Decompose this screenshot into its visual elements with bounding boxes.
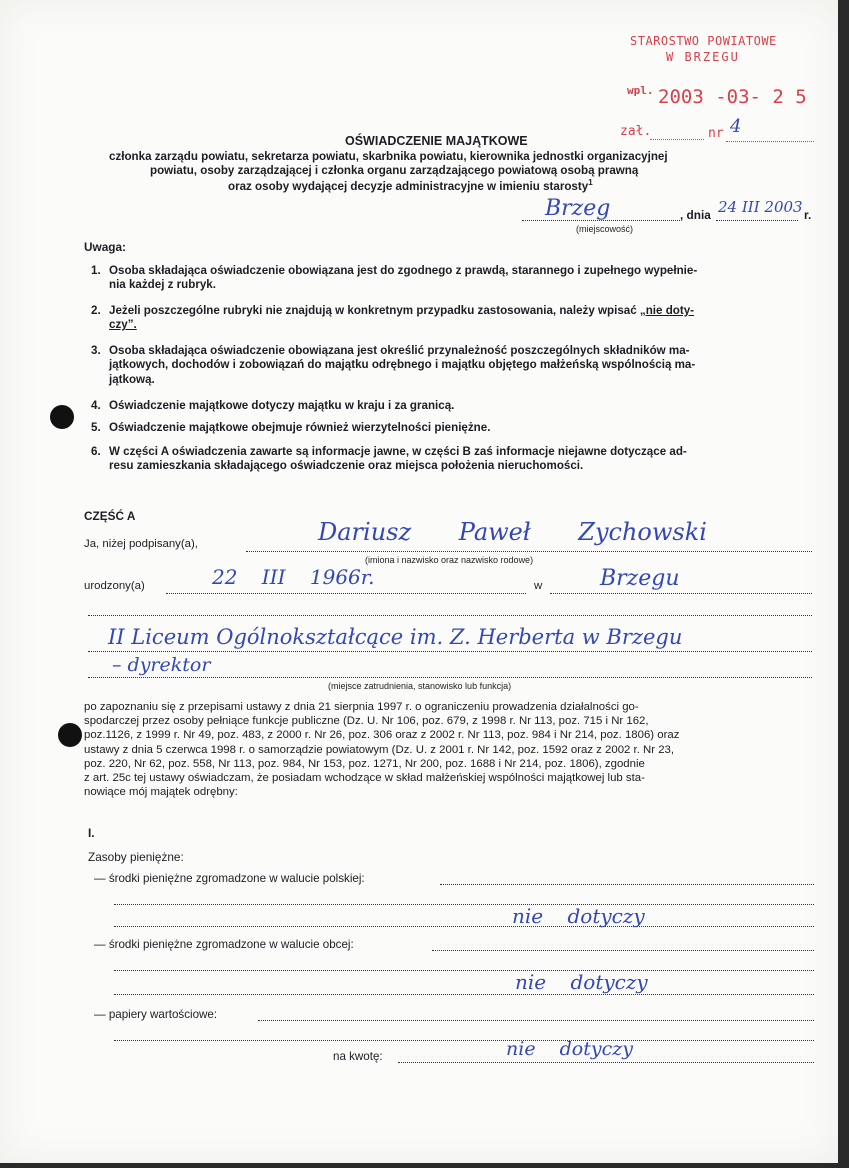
stamp-office-line2: W BRZEGU [666, 50, 740, 64]
note-text-line: Oświadczenie majątkowe dotyczy majątku w kraju i za granicą. [109, 399, 455, 412]
legal-paragraph [84, 700, 679, 799]
subtitle-line-3 [228, 178, 593, 193]
pln-dots-1 [440, 884, 814, 885]
note-text-line: jątkową. [109, 372, 155, 386]
subtitle-line-3-text: oraz osoby wydającej decyzje administracyjne w imieniu starosty [228, 179, 589, 193]
legal-line: poz. 220, Nr 62, poz. 558, Nr 113, poz. 984, Nr 153, poz. 1271, Nr 200, poz. 1688 i Nr 214, poz. 1806), zgodnie [84, 757, 645, 770]
date-suffix: r. [804, 208, 812, 222]
stamp-attachments-dots [650, 139, 704, 140]
employment-dots-2 [88, 677, 812, 678]
note-emphasis: „nie doty- [639, 304, 695, 317]
employment-line-1: II Liceum Ogólnokształcące im. Z. Herberta w Brzegu [108, 625, 683, 649]
undersigned-value: Dariusz Paweł Zychowski [318, 518, 707, 546]
pln-funds-label: — środki pieniężne zgromadzone w walucie polskiej: [94, 872, 365, 885]
date-label: , dnia [680, 208, 711, 222]
employment-line-2: – dyrektor [112, 654, 211, 676]
footnote-mark: 1 [588, 178, 593, 187]
section-heading: Zasoby pieniężne: [88, 850, 184, 864]
note-number: 5. [91, 421, 101, 434]
note-number: 6. [91, 445, 101, 458]
born-place-dots [550, 593, 812, 594]
pln-dots-3 [114, 926, 814, 927]
foreign-dots-3 [114, 994, 814, 995]
place-value: Brzeg [545, 196, 611, 221]
note-text-line: Osoba składająca oświadczenie obowiązana jest określić przynależność poszczególnych składników ma- [109, 344, 690, 357]
note-text-line: Jeżeli poszczególne rubryki nie znajdują w konkretnym przypadku zastosowania, należy wpisać [109, 304, 637, 317]
born-label: urodzony(a) [84, 580, 145, 592]
pln-dots-2 [114, 904, 814, 905]
name-caption: (imiona i nazwisko oraz nazwisko rodowe) [365, 555, 534, 565]
foreign-funds-label: — środki pieniężne zgromadzone w walucie obcej: [94, 938, 354, 951]
note-text-line: Osoba składająca oświadczenie obowiązana jest do zgodnego z prawdą, starannego i zupełnego wypełnie- [109, 264, 698, 277]
legal-line: nowiące mój majątek odrębny: [84, 786, 238, 799]
part-a-heading: CZĘŚĆ A [84, 509, 136, 523]
note-text-line: Oświadczenie majątkowe obejmuje również wierzytelności pieniężne. [109, 421, 491, 434]
stamp-office-line1: STAROSTWO POWIATOWE [630, 34, 777, 48]
blank-line [88, 615, 812, 616]
foreign-dots-1 [432, 950, 814, 951]
subtitle-line-2: powiatu, osoby zarządzającej i członka organu zarządzającego powiatową osobą prawną [150, 164, 639, 177]
punch-hole [50, 405, 74, 429]
amount-label: na kwotę: [333, 1050, 383, 1063]
notes-heading: Uwaga: [84, 240, 126, 254]
amount-dots [398, 1062, 814, 1063]
note-text-line: W części A oświadczenia zawarte są informacje jawne, w części B zaś informacje niejawne dotyczące ad- [109, 445, 687, 458]
foreign-dots-2 [114, 970, 814, 971]
note-number: 1. [91, 264, 101, 277]
securities-label: — papiery wartościowe: [94, 1008, 218, 1021]
note-number: 3. [91, 344, 101, 357]
note-text-line: resu zamieszkania składającego oświadczenie oraz miejsca położenia nieruchomości. [109, 459, 584, 473]
employment-caption: (miejsce zatrudnienia, stanowisko lub funkcja) [328, 681, 512, 691]
undersigned-dots [246, 551, 812, 552]
born-place-value: Brzegu [600, 566, 680, 591]
document-title: OŚWIADCZENIE MAJĄTKOWE [345, 134, 528, 148]
punch-hole [58, 723, 82, 747]
section-roman: I. [88, 826, 95, 840]
note-text-line: czy”. [109, 318, 137, 332]
securities-dots-2 [114, 1040, 814, 1041]
subtitle-line-1: członka zarządu powiatu, sekretarza powiatu, skarbnika powiatu, kierownika jednostki organizacyjnej [109, 150, 668, 163]
stamp-attachments-label: zał. [620, 124, 652, 139]
born-date-dots [166, 593, 526, 594]
stamp-received-date: 2003 -03- 2 5 [658, 86, 807, 108]
foreign-funds-value: nie dotyczy [515, 970, 648, 994]
legal-line: spodarczej przez osoby pełniące funkcje publiczne (Dz. U. Nr 106, poz. 679, z 1998 r. Nr 113, poz. 715 i Nr 162, [84, 715, 649, 728]
note-text-line: nia każdej z rubryk. [109, 278, 216, 292]
stamp-received-prefix: wpl. [627, 84, 654, 97]
date-dots [716, 220, 798, 221]
place-caption: (miejscowość) [576, 224, 634, 234]
securities-dots-1 [258, 1020, 814, 1021]
legal-line: z art. 25c tej ustawy oświadczam, że posiadam wchodzące w skład małżeńskiej wspólności majątkowej lub sta- [84, 772, 645, 785]
legal-line: poz.1126, z 1999 r. Nr 49, poz. 483, z 2000 r. Nr 26, poz. 306 oraz z 2002 r. Nr 113, poz. 984 i Nr 214, poz. 1806) oraz [84, 729, 680, 742]
pln-funds-value: nie dotyczy [512, 904, 645, 928]
note-number: 4. [91, 399, 101, 412]
date-value: 24 III 2003 [718, 198, 803, 216]
born-date-value: 22 III 1966r. [212, 565, 375, 589]
employment-dots-1 [88, 651, 812, 652]
note-number: 2. [91, 304, 101, 317]
stamp-number-label: nr [708, 126, 724, 141]
undersigned-label: Ja, niżej podpisany(a), [84, 538, 198, 550]
amount-value: nie dotyczy [506, 1038, 633, 1060]
note-text-line: jątkowych, dochodów i zobowiązań do majątku odrębnego i majątku objętego małżeńską wspólnością ma- [109, 358, 696, 372]
stamp-attachments-handwritten: 4 [730, 116, 742, 137]
legal-line: ustawy z dnia 5 czerwca 1998 r. o samorządzie powiatowym (Dz. U. z 2001 r. Nr 142, poz. 1592 oraz z 2002 r. Nr 23, [84, 743, 675, 756]
born-in-label: w [534, 580, 543, 592]
legal-line: po zapoznaniu się z przepisami ustawy z dnia 21 sierpnia 1997 r. o ograniczeniu prowadzenia działalności go- [84, 701, 639, 713]
stamp-number-dots [726, 141, 814, 142]
